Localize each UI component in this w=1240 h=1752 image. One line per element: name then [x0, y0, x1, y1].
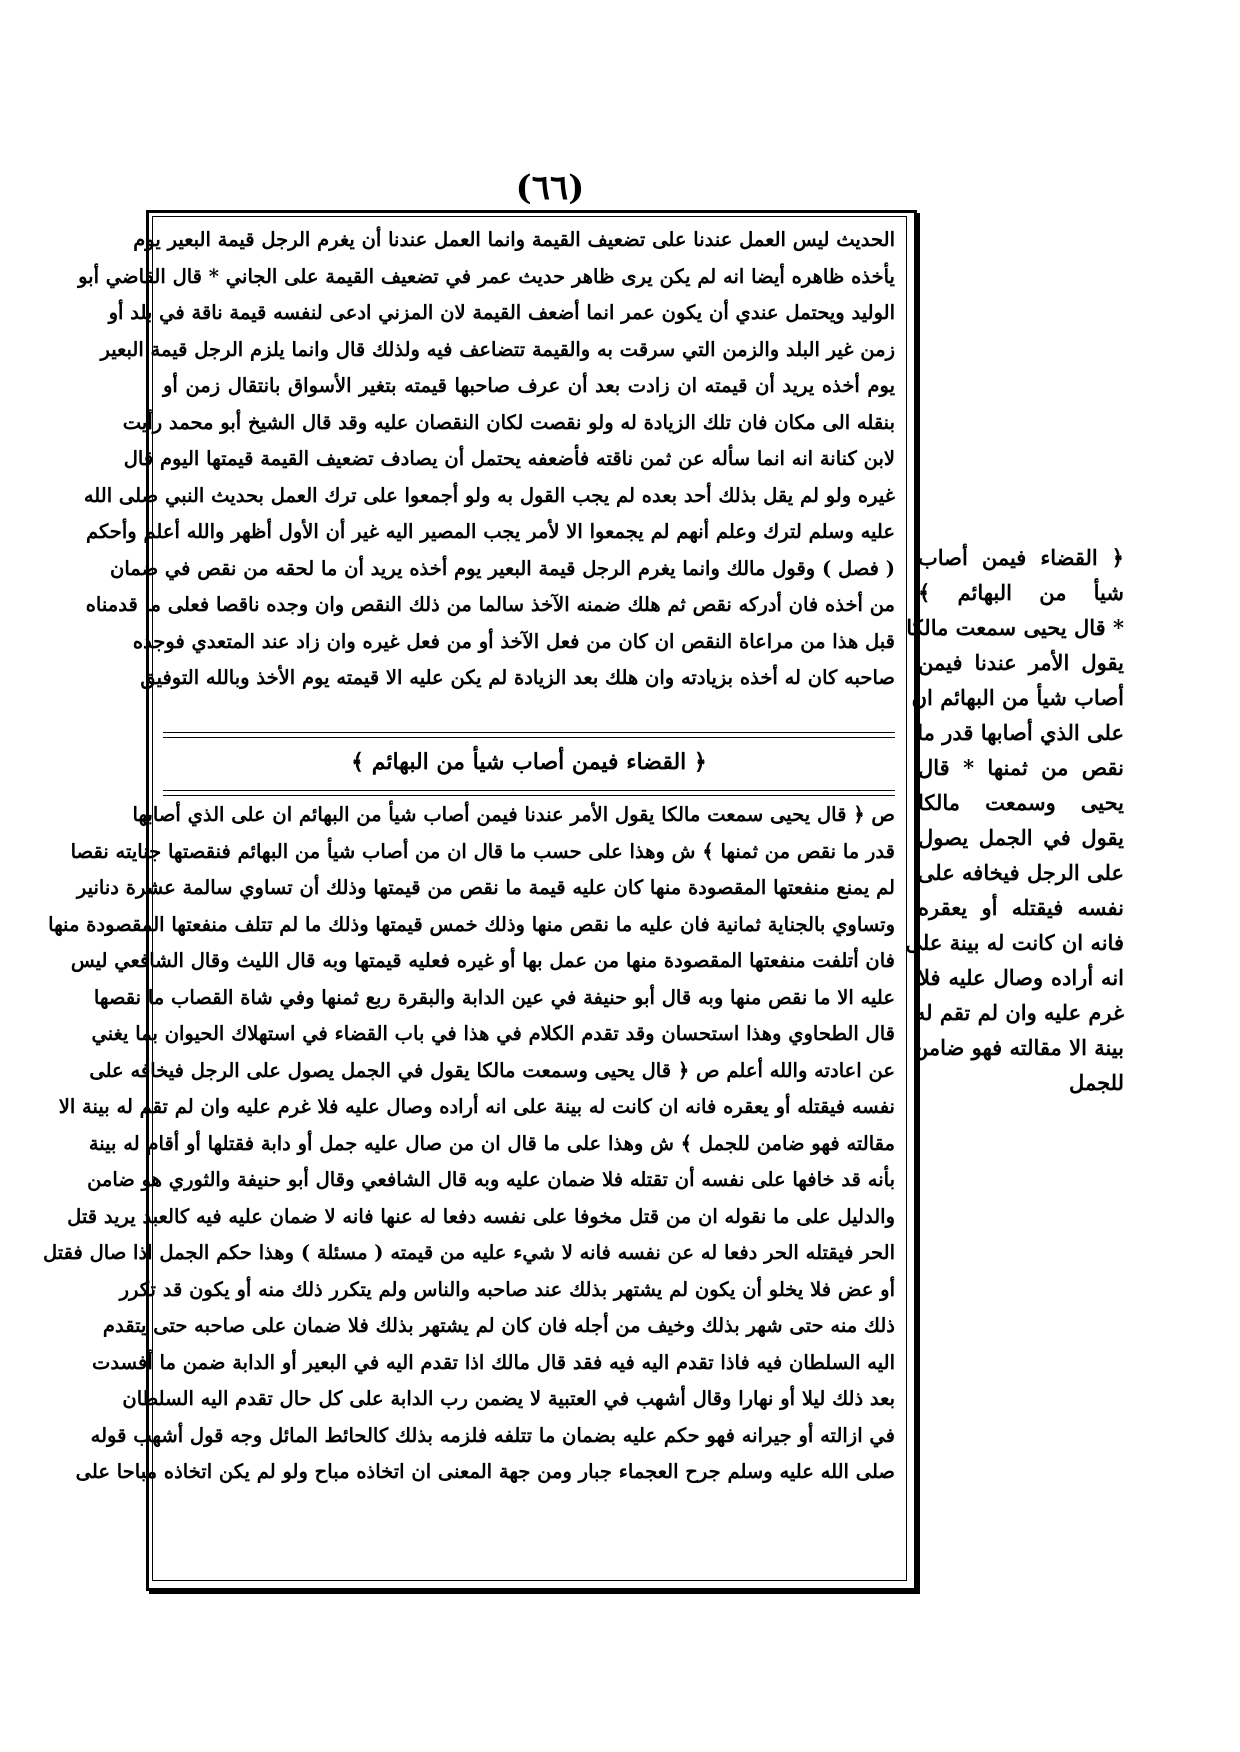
- text-line: أو عض فلا يخلو أن يكون لم يشتهر بذلك عند صاحبه والناس ولم يتكرر ذلك منه أو يكون قد تكرر: [119, 1277, 895, 1301]
- section-divider-bottom: [163, 790, 895, 796]
- text-line: مقالته فهو ضامن للجمل ﴾ ش وهذا على ما قال ان من صال عليه جمل أو دابة فقتلها أو أقام له بينة: [88, 1131, 895, 1155]
- margin-note: [905, 540, 1124, 1100]
- text-line: فان أتلفت منفعتها المقصودة منها من عمل بها أو غيره فعليه قيمتها وبه قال الليث وقال الشافعي ليس: [70, 949, 895, 972]
- margin-line: نفسه فيقتله أو يعقره: [918, 895, 1124, 920]
- margin-line: * قال يحيى سمعت مالكا: [906, 615, 1124, 640]
- text-line: يوم أخذه يريد أن قيمته ان زادت بعد أن عرف صاحبها قيمته بتغير الأسواق بانتقال زمن أو: [163, 374, 895, 397]
- margin-line: يقول الأمر عندنا فيمن: [918, 650, 1124, 675]
- text-line: بأنه قد خافها على نفسه أن تقتله فلا ضمان عليه وبه قال الشافعي وقال أبو حنيفة والثوري هو ضامن: [87, 1168, 895, 1191]
- text-line: والدليل على ما نقوله ان من قتل مخوفا على نفسه دفعا له عنها فانه لا ضمان عليه فيه كالعبد يريد قتل: [67, 1204, 895, 1228]
- margin-line: على الرجل فيخافه على: [917, 860, 1124, 885]
- text-line: عن اعادته والله أعلم ص ﴿ قال يحيى وسمعت مالكا يقول في الجمل يصول على الرجل فيخافه على: [89, 1058, 895, 1082]
- text-line: في ازالته أو جيرانه فهو حكم عليه بضمان ما تتلفه فلزمه بذلك كالحائط المائل وجه قول أشهب قوله: [90, 1423, 895, 1447]
- text-line: صلى الله عليه وسلم جرح العجماء جبار ومن جهة المعنى ان اتخاذه مباح ولو لم يكن اتخاذه مباحا على: [75, 1460, 895, 1483]
- margin-line: أصاب شيأ من البهائم ان: [911, 685, 1124, 710]
- section-heading: ﴿ القضاء فيمن أصاب شيأ من البهائم ﴾: [351, 749, 707, 775]
- margin-line: بينة الا مقالته فهو ضامن: [912, 1035, 1124, 1060]
- text-line: ص ﴿ قال يحيى سمعت مالكا يقول الأمر عندنا فيمن أصاب شيأ من البهائم ان على الذي أصابها: [132, 803, 895, 826]
- margin-line: نقص من ثمنها * قال: [918, 755, 1124, 780]
- text-line: عليه وسلم لترك وعلم أنهم لم يجمعوا الا لأمر يجب المصير اليه غير أن الأول أظهر والله أعلم وأحكم: [86, 520, 895, 543]
- margin-line: شيأ من البهائم ﴾: [918, 580, 1124, 605]
- margin-line: يحيى وسمعت مالكا: [918, 790, 1124, 815]
- text-line: قال الطحاوي وهذا استحسان وقد تقدم الكلام في هذا في باب القضاء في استهلاك الحيوان بما يغني: [91, 1022, 895, 1045]
- margin-line: ﴿ القضاء فيمن أصاب: [918, 545, 1124, 570]
- text-line: غيره ولو لم يقل بذلك أحد بعده لم يجب القول به ولو أجمعوا على ترك العمل بحديث النبي صلى الله: [83, 483, 895, 507]
- text-line: الحديث ليس العمل عندنا على تضعيف القيمة وانما العمل عندنا أن يغرم الرجل قيمة البعير يوم: [133, 228, 895, 251]
- text-line: ( فصل ) وقول مالك وانما يغرم الرجل قيمة البعير يوم أخذه يريد أن ما لحقه من نقص في ضمان: [110, 556, 895, 580]
- margin-line: فانه ان كانت له بينة على: [905, 930, 1124, 955]
- text-line: لابن كنانة انه انما سأله عن ثمن ناقته فأضعفه يحتمل أن يصادف تضعيف القيمة قيمتها اليوم قال: [123, 447, 895, 470]
- text-line: من أخذه فان أدركه نقص ثم هلك ضمنه الآخذ سالما من ذلك النقص وان وجده ناقصا فعلى ما قدمناه: [85, 593, 895, 616]
- text-line: صاحبه كان له أخذه بزيادته وان هلك بعد الزيادة لم يكن عليه الا قيمته يوم الأخذ وبالله التوفيق: [140, 666, 895, 689]
- main-text-top: [78, 222, 895, 697]
- text-line: قبل هذا من مراعاة النقص ان كان من فعل الآخذ أو من فعل غيره وان زاد عند المتعدي فوجده: [132, 629, 895, 653]
- margin-line: للجمل: [1069, 1070, 1124, 1095]
- page-number: (٦٦): [515, 168, 585, 208]
- text-line: ذلك منه حتى شهر بذلك وخيف من أجله فان كان لم يشتهر بذلك فلا ضمان على صاحبه حتى يتقدم: [102, 1314, 895, 1337]
- text-line: بعد ذلك ليلا أو نهارا وقال أشهب في العتبية لا يضمن رب الدابة على كل حال تقدم اليه السلطان: [122, 1387, 895, 1410]
- text-line: قدر ما نقص من ثمنها ﴾ ش وهذا على حسب ما قال ان من أصاب شيأ من البهائم فنقصتها جنايته نقصا: [70, 839, 895, 863]
- text-line: عليه الا ما نقص منها وبه قال أبو حنيفة في عين الدابة والبقرة ربع ثمنها وفي شاة القصاب ما نقصها: [93, 985, 895, 1009]
- text-line: بنقله الى مكان فان تلك الزيادة له ولو نقصت لكان النقصان عليه وقد قال الشيخ أبو محمد رأيت: [122, 410, 895, 434]
- text-line: اليه السلطان فيه فاذا تقدم اليه فيه فقد قال مالك اذا تقدم اليه في البعير أو الدابة ضمن ما أفسدت: [92, 1350, 895, 1374]
- section-divider-top: [163, 732, 895, 738]
- margin-line: يقول في الجمل يصول: [918, 825, 1124, 850]
- text-line: وتساوي بالجناية ثمانية فان عليه ما نقص منها وذلك خمس قيمتها وذلك ما لم تتلف منفعتها المقصودة منها: [48, 912, 895, 936]
- text-line: لم يمنع منفعتها المقصودة منها كان عليه قيمة ما نقص من قيمتها وذلك أن تساوي سالمة عشرة دنانير: [76, 876, 895, 899]
- text-line: زمن غير البلد والزمن التي سرقت به والقيمة تتضاعف فيه ولذلك قال وانما يلزم الرجل قيمة البعير: [100, 337, 895, 361]
- main-text-bottom: [42, 797, 895, 1491]
- margin-line: انه أراده وصال عليه فلا: [918, 965, 1124, 990]
- text-line: يأخذه ظاهره أيضا انه لم يكن يرى ظاهر حديث عمر في تضعيف القيمة على الجاني * قال القاضي أبو: [78, 264, 895, 288]
- text-line: الوليد ويحتمل عندي أن يكون عمر انما أضعف القيمة لان المزني ادعى لنفسه قيمة ناقة في بلد أو: [108, 301, 895, 324]
- margin-line: غرم عليه وان لم تقم له: [914, 1000, 1124, 1025]
- margin-line: على الذي أصابها قدر ما: [917, 720, 1124, 745]
- text-line: نفسه فيقتله أو يعقره فانه ان كانت له بينة على انه أراده وصال عليه فلا غرم عليه وان لم تقم له بينة الا: [58, 1095, 895, 1118]
- text-line: الحر فيقتله الحر دفعا له عن نفسه فانه لا شيء عليه من قيمته ( مسئلة ) وهذا حكم الجمل اذا صال فقتل: [42, 1241, 895, 1264]
